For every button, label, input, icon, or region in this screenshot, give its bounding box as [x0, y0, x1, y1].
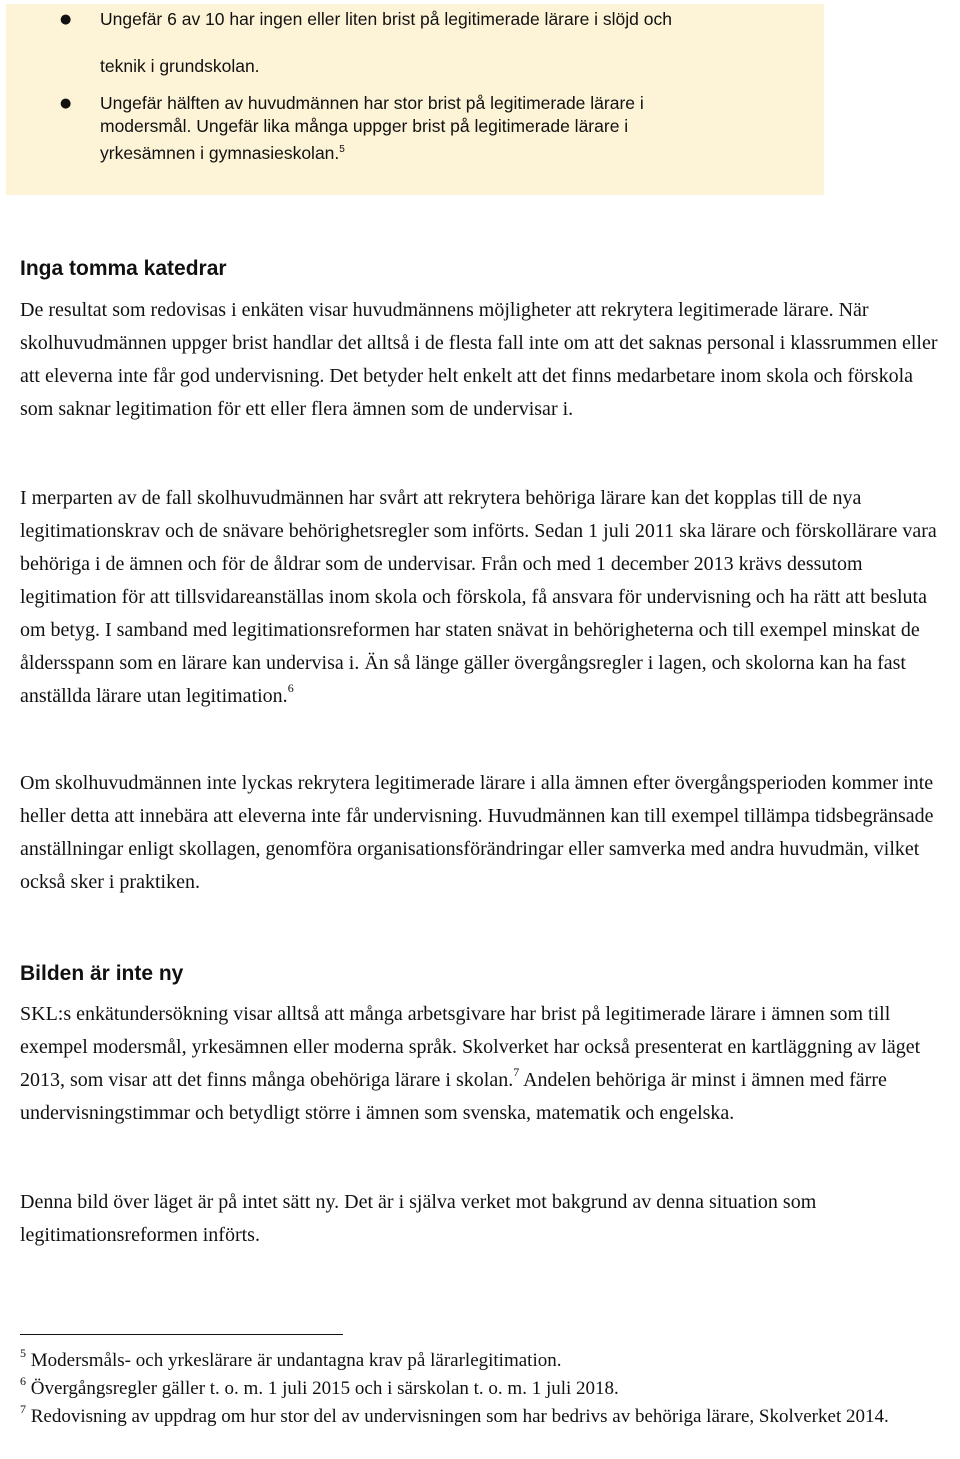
footnote-ref: 5 [339, 144, 345, 155]
section-heading: Bilden är inte ny [20, 962, 184, 985]
callout-item-2-line1: Ungefär hälften av huvudmännen har stor brist på legitimerade lärare i [100, 93, 644, 113]
paragraph-text: Andelen behöriga är minst i ämnen med färre undervisningstimmar och betydligt större i ämnen som svenska, matematik och engelska. [20, 1069, 887, 1124]
bullet-icon: ● [60, 96, 72, 111]
callout-item-2-line2: modersmål. Ungefär lika många uppger brist på legitimerade lärare i [100, 116, 629, 136]
footnote-text: Redovisning av uppdrag om hur stor del av undervisningen som har bedrivs av behöriga lärare, Skolverket 2014. [30, 1406, 889, 1427]
paragraph-text: SKL:s enkätundersökning visar alltså att många arbetsgivare har brist på legitimerade lärare i ämnen som till exempel modersmål, yrkesämnen eller moderna språk. Skolverket har också presenterat en kartläggning av läget 2013, som visar att det finns många obehöriga lärare i skolan. [20, 1003, 921, 1091]
paragraph [20, 998, 945, 1130]
footnote-number: 7 [20, 1402, 26, 1416]
paragraph: Om skolhuvudmännen inte lyckas rekrytera legitimerade lärare i alla ämnen efter övergångsperioden kommer inte heller detta att innebära att eleverna inte får undervisning. Huvudmännen kan till exempel tillämpa tidsbegränsade anställningar enligt skollagen, genomföra organisationsförändringar eller samverka med andra huvudmän, vilket också sker i praktiken. [20, 772, 934, 893]
paragraph-text: I merparten av de fall skolhuvudmännen har svårt att rekrytera behöriga lärare kan det kopplas till de nya legitimationskrav och de snävare behörighetsregler som införts. Sedan 1 juli 2011 ska lärare och förskollärare vara behöriga i de ämnen och för de åldrar som de undervisar. Från och med 1 december 2013 krävs dessutom legitimation för att tillsvidareanställas inom skola och förskola, få ansvara för undervisning och ha rätt att besluta om betyg. I samband med legitimationsreformen har staten snävat in behörigheterna och till exempel minskat de åldersspann som en lärare kan undervisa i. Än så länge gäller övergångsregler i lagen, och skolorna kan ha fast anställda lärare utan legitimation. [20, 487, 937, 707]
footnote-number: 6 [20, 1374, 26, 1388]
footnote-text: Modersmåls- och yrkeslärare är undantagna krav på lärarlegitimation. [30, 1350, 562, 1371]
callout-item-2-text: yrkesämnen i gymnasieskolan. [100, 143, 340, 163]
callout-item-1-line2: teknik i grundskolan. [100, 56, 260, 76]
callout-item-2-line3 [100, 138, 345, 165]
footnote [20, 1403, 945, 1431]
footnote [20, 1347, 945, 1375]
paragraph: Denna bild över läget är på intet sätt ny. Det är i själva verket mot bakgrund av denna situation som legitimationsreformen införts. [20, 1191, 817, 1246]
footnote-ref: 6 [287, 681, 294, 695]
paragraph [20, 482, 945, 713]
footnote [20, 1375, 945, 1403]
callout-item-1-line1: Ungefär 6 av 10 har ingen eller liten brist på legitimerade lärare i slöjd och [100, 9, 672, 29]
section-heading: Inga tomma katedrar [20, 257, 227, 280]
bullet-icon: ● [60, 12, 72, 27]
footnote-number: 5 [20, 1346, 26, 1360]
paragraph: De resultat som redovisas i enkäten visar huvudmännens möjligheter att rekrytera legitimerade lärare. När skolhuvudmännen uppger brist handlar det alltså i de flesta fall inte om att det saknas personal i klassrummen eller att eleverna inte får god undervisning. Det betyder helt enkelt att det finns medarbetare inom skola och förskola som saknar legitimation för ett eller flera ämnen som de undervisar i. [20, 299, 938, 420]
footnote-ref: 7 [513, 1065, 520, 1079]
footnote-divider [20, 1334, 343, 1335]
footnote-text: Övergångsregler gäller t. o. m. 1 juli 2015 och i särskolan t. o. m. 1 juli 2018. [30, 1378, 619, 1399]
